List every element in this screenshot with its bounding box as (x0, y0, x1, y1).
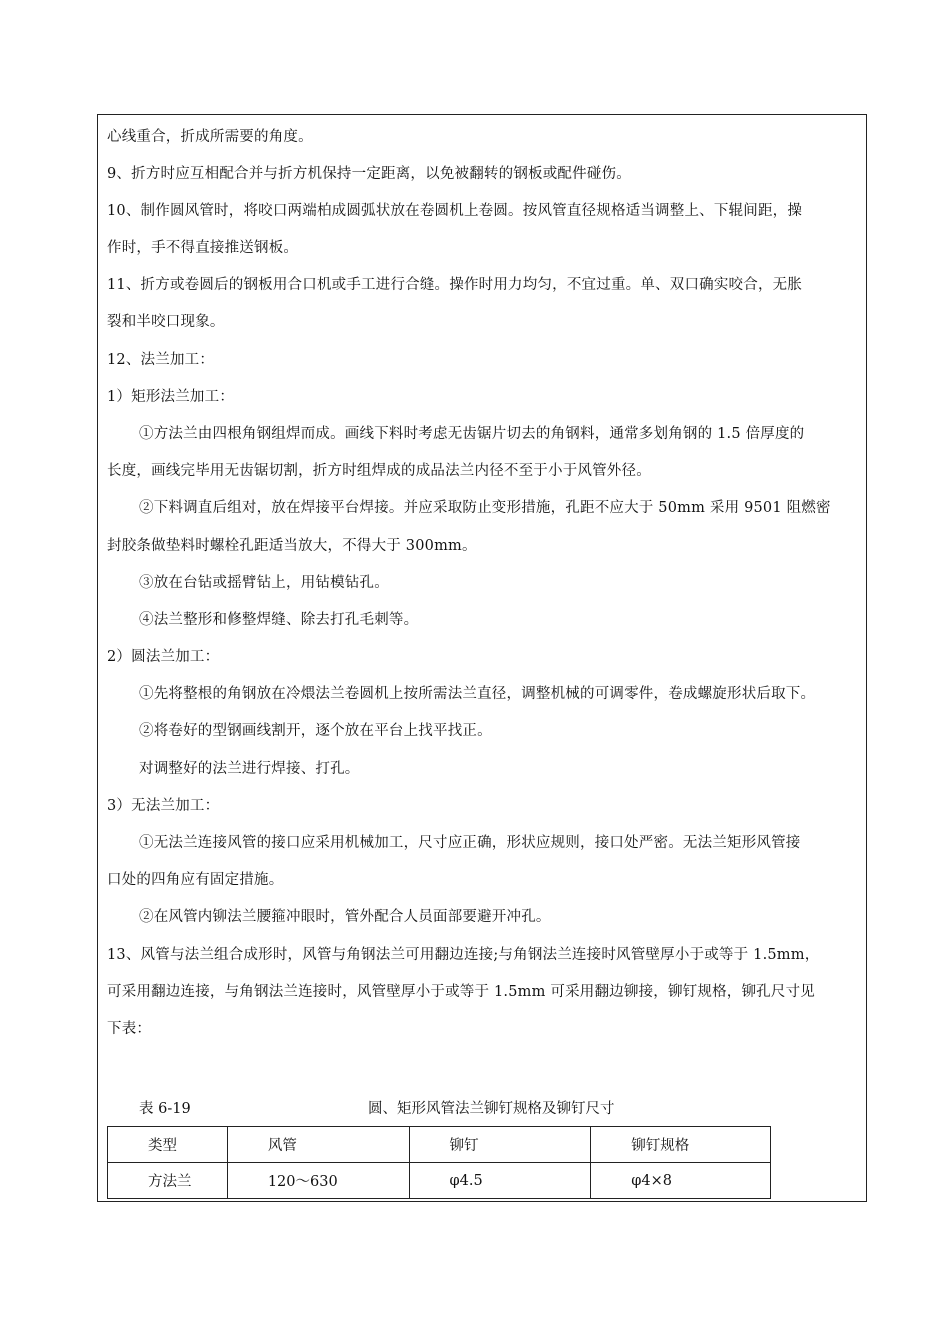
table-cell: 120～630 (227, 1163, 409, 1199)
table-number: 表 6-19 (139, 1101, 191, 1117)
text-line: 13、风管与法兰组合成形时，风管与角钢法兰可用翻边连接;与角钢法兰连接时风管壁厚小于或等于 1.5mm， (107, 947, 820, 963)
rivet-spec-table (107, 1126, 771, 1199)
text-line: 对调整好的法兰进行焊接、打孔。 (139, 761, 360, 777)
text-line: ④法兰整形和修整焊缝、除去打孔毛刺等。 (139, 612, 419, 628)
table-header-cell: 铆钉规格 (591, 1127, 771, 1163)
text-line: 11、折方或卷圆后的钢板用合口机或手工进行合缝。操作时用力均匀，不宜过重。单、双口确实咬合，无胀 (107, 277, 803, 293)
text-line: 9、折方时应互相配合并与折方机保持一定距离，以免被翻转的钢板或配件碰伤。 (107, 166, 631, 182)
text-line: ①方法兰由四根角钢组焊而成。画线下料时考虑无齿锯片切去的角钢料，通常多划角钢的 1.5 倍厚度的 (139, 426, 805, 442)
subsection-heading: 3）无法兰加工： (107, 798, 220, 814)
text-line: 长度，画线完毕用无齿锯切割，折方时组焊成的成品法兰内径不至于小于风管外径。 (107, 463, 651, 479)
table-header-cell: 铆钉 (409, 1127, 591, 1163)
text-line: ①先将整根的角钢放在冷煨法兰卷圆机上按所需法兰直径，调整机械的可调零件，卷成螺旋形状后取下。 (139, 686, 816, 702)
text-line: 可采用翻边连接，与角钢法兰连接时，风管壁厚小于或等于 1.5mm 可采用翻边铆接，铆钉规格，铆孔尺寸见 (107, 984, 815, 1000)
subsection-heading: 2）圆法兰加工： (107, 649, 220, 665)
text-line: ②在风管内铆法兰腰箍冲眼时，管外配合人员面部要避开冲孔。 (139, 909, 551, 925)
table-header-cell: 风管 (227, 1127, 409, 1163)
table-header-cell: 类型 (108, 1127, 228, 1163)
text-line: 封胶条做垫料时螺栓孔距适当放大，不得大于 300mm。 (107, 538, 477, 554)
text-line: ②下料调直后组对，放在焊接平台焊接。并应采取防止变形措施，孔距不应大于 50mm 采用 9501 阻燃密 (139, 500, 831, 516)
table-title: 圆、矩形风管法兰铆钉规格及铆钉尺寸 (368, 1101, 615, 1117)
text-line: 下表： (107, 1021, 152, 1037)
table-cell: φ4×8 (591, 1163, 771, 1199)
text-line: 心线重合，折成所需要的角度。 (107, 129, 313, 145)
text-line: 口处的四角应有固定措施。 (107, 872, 284, 888)
text-line: 作时，手不得直接推送钢板。 (107, 240, 299, 256)
table-cell: 方法兰 (108, 1163, 228, 1199)
table-row (108, 1163, 771, 1199)
text-line: ①无法兰连接风管的接口应采用机械加工，尺寸应正确，形状应规则，接口处严密。无法兰矩形风管接 (139, 835, 801, 851)
frame-right-rule (866, 114, 868, 1202)
text-line: ③放在台钻或摇臂钻上，用钻模钻孔。 (139, 575, 389, 591)
table-cell: φ4.5 (409, 1163, 591, 1199)
text-line: 裂和半咬口现象。 (107, 314, 225, 330)
subsection-heading: 1）矩形法兰加工： (107, 389, 235, 405)
text-line: ②将卷好的型钢画线割开，逐个放在平台上找平找正。 (139, 723, 492, 739)
section-heading: 12、法兰加工： (107, 352, 215, 368)
text-line: 10、制作圆风管时，将咬口两端柏成圆弧状放在卷圆机上卷圆。按风管直径规格适当调整上、下辊间距，操 (107, 203, 803, 219)
table-header-row (108, 1127, 771, 1163)
